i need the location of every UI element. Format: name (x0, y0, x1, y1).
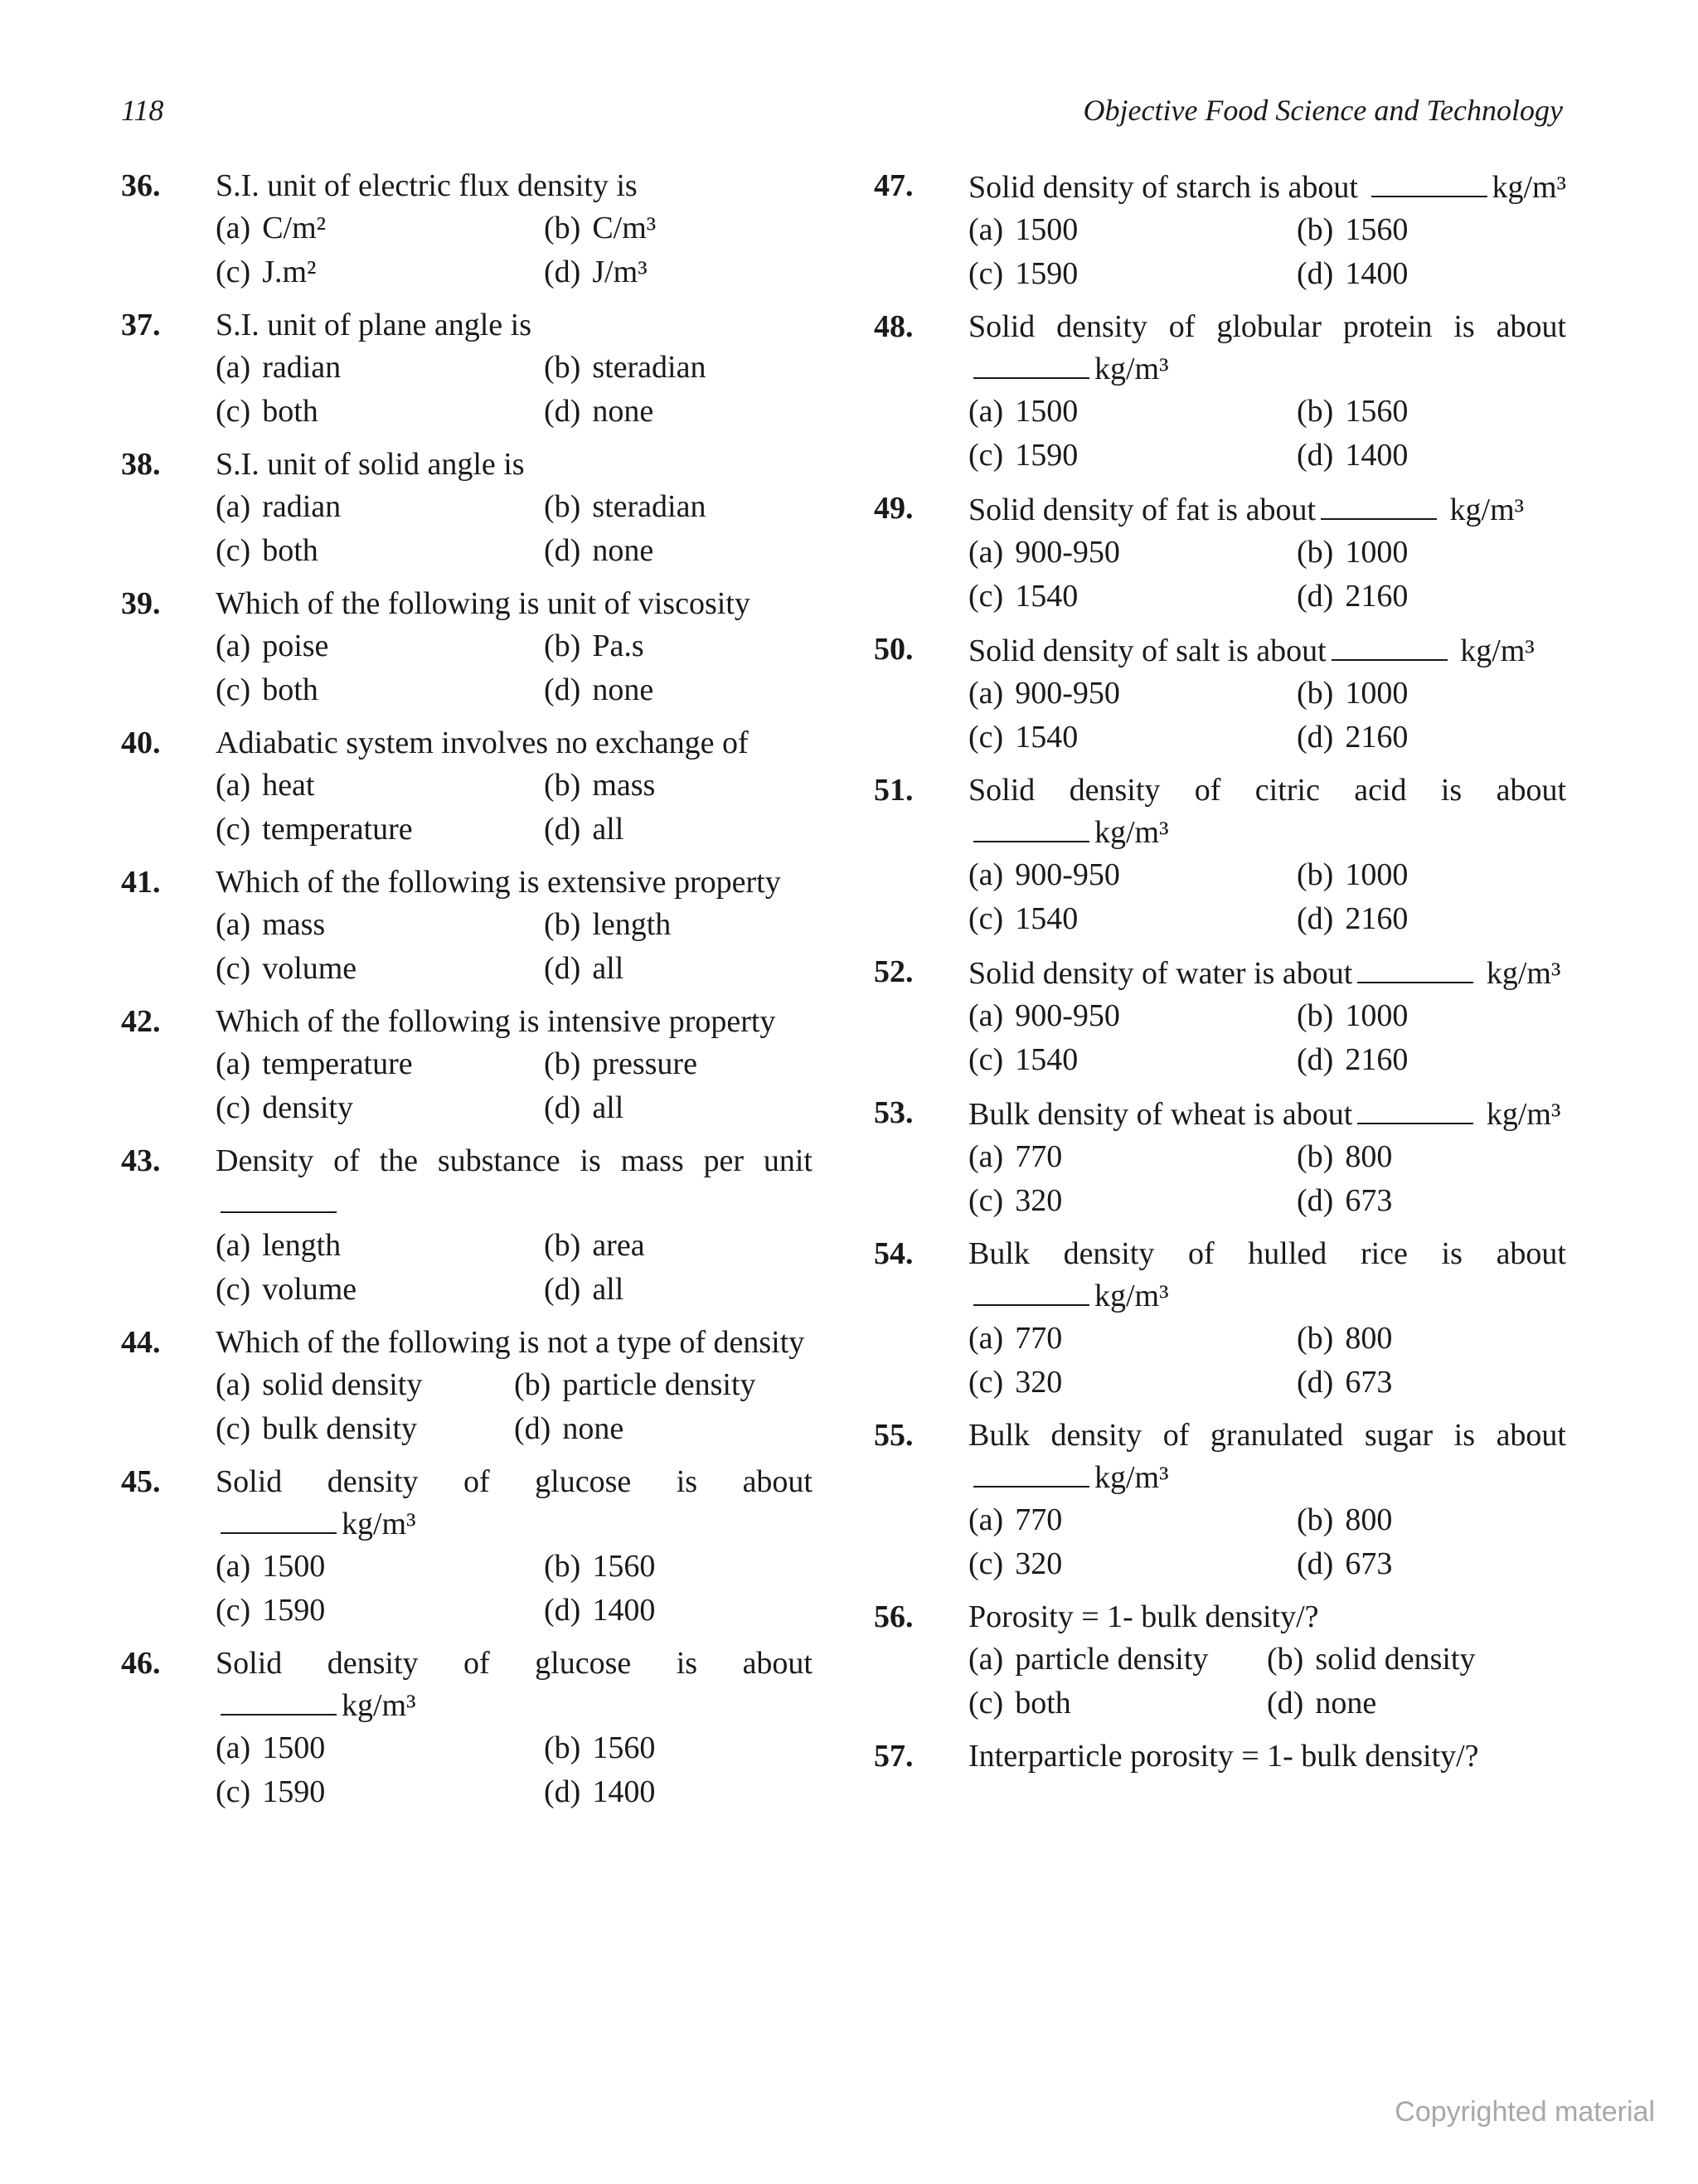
question-number: 41. (121, 865, 161, 900)
option-d[interactable]: (d) all (544, 951, 624, 986)
option-a[interactable]: (a) poise (216, 629, 329, 663)
answer-blank (973, 1456, 1089, 1488)
question-text: Bulk density of hulled rice is about kg/m³ (968, 1236, 1566, 1313)
options (968, 1317, 1566, 1405)
question-text: Solid density of water is about kg/m³ (968, 952, 1566, 994)
option-b[interactable]: (b) C/m³ (544, 211, 657, 245)
option-d[interactable]: (d) 1400 (1297, 256, 1409, 291)
option-d[interactable]: (d) none (1267, 1686, 1377, 1721)
question-45 (121, 1462, 813, 1633)
question-text: Which of the following is unit of viscosity (216, 586, 750, 621)
options (216, 764, 813, 852)
option-c[interactable]: (c) temperature (216, 812, 413, 847)
option-a[interactable]: (a) 770 (968, 1321, 1063, 1356)
question-53 (874, 1093, 1566, 1223)
question-text: Adiabatic system involves no exchange of (216, 726, 749, 760)
question-text: Which of the following is not a type of density (216, 1325, 805, 1360)
question-text: Bulk density of wheat is about kg/m³ (968, 1093, 1566, 1135)
answer-blank (973, 1274, 1089, 1306)
option-d[interactable]: (d) 673 (1297, 1365, 1393, 1400)
options (216, 1224, 813, 1312)
question-number: 55. (874, 1418, 914, 1453)
option-d[interactable]: (d) 1400 (1297, 438, 1409, 473)
option-c[interactable]: (c) 1590 (968, 438, 1079, 473)
option-c[interactable]: (c) 320 (968, 1365, 1063, 1400)
options (968, 531, 1566, 619)
question-49 (874, 488, 1566, 619)
question-number: 47. (874, 168, 914, 203)
option-c[interactable]: (c) both (216, 672, 318, 707)
question-text: Solid density of glucose is about kg/m³ (216, 1464, 813, 1541)
question-number: 49. (874, 491, 914, 526)
option-a[interactable]: (a) radian (216, 489, 342, 524)
question-43 (121, 1141, 813, 1312)
option-a[interactable]: (a) radian (216, 350, 342, 385)
question-46 (121, 1643, 813, 1814)
option-d[interactable]: (d) 2160 (1297, 720, 1409, 755)
option-b[interactable]: (b) 1560 (544, 1730, 656, 1765)
option-d[interactable]: (d) none (544, 394, 654, 429)
option-d[interactable]: (d) all (544, 812, 624, 847)
question-number: 57. (874, 1739, 914, 1774)
answer-blank (1321, 488, 1437, 520)
option-b[interactable]: (b) steradian (544, 489, 706, 524)
question-number: 53. (874, 1095, 914, 1130)
option-a[interactable]: (a) solid density (216, 1367, 423, 1402)
question-number: 54. (874, 1236, 914, 1271)
option-c[interactable]: (c) both (968, 1686, 1071, 1721)
answer-blank (1357, 1093, 1473, 1124)
page-number: 118 (121, 94, 164, 127)
options (216, 903, 813, 991)
option-c[interactable]: (c) J.m² (216, 255, 317, 289)
option-a[interactable]: (a) 1500 (968, 394, 1079, 429)
question-text: Which of the following is intensive property (216, 1004, 776, 1039)
question-54 (874, 1234, 1566, 1405)
options (216, 1545, 813, 1633)
question-text: S.I. unit of electric flux density is (216, 168, 638, 203)
answer-blank (221, 1502, 337, 1534)
options (216, 485, 813, 573)
option-d[interactable]: (d) 673 (1297, 1546, 1393, 1581)
question-number: 50. (874, 632, 914, 667)
option-a[interactable]: (a) C/m² (216, 211, 327, 245)
option-c[interactable]: (c) density (216, 1090, 353, 1125)
question-text: Interparticle porosity = 1- bulk density/? (968, 1739, 1479, 1774)
option-d[interactable]: (d) 2160 (1297, 901, 1409, 936)
question-number: 43. (121, 1143, 161, 1178)
options (216, 1042, 813, 1130)
question-number: 52. (874, 954, 914, 989)
left-column (121, 166, 813, 1825)
option-c[interactable]: (c) 1590 (216, 1593, 326, 1628)
question-text: Solid density of fat is about kg/m³ (968, 488, 1566, 531)
question-39 (121, 584, 813, 712)
option-c[interactable]: (c) 1540 (968, 901, 1079, 936)
options (216, 624, 813, 712)
question-text: Solid density of starch is about kg/m³ (968, 166, 1566, 208)
option-d[interactable]: (d) 673 (1297, 1183, 1393, 1218)
options (968, 208, 1566, 296)
options (968, 672, 1566, 760)
question-56 (874, 1597, 1566, 1725)
option-c[interactable]: (c) 320 (968, 1183, 1063, 1218)
question-number: 45. (121, 1464, 161, 1499)
option-c[interactable]: (c) volume (216, 951, 357, 986)
running-head-title: Objective Food Science and Technology (1083, 94, 1563, 127)
question-51 (874, 770, 1566, 941)
option-a[interactable]: (a) heat (216, 768, 315, 803)
question-42 (121, 1002, 813, 1130)
question-47 (874, 166, 1566, 296)
option-c[interactable]: (c) both (216, 533, 318, 568)
options (968, 994, 1566, 1082)
question-text: Porosity = 1- bulk density/? (968, 1599, 1319, 1634)
option-b[interactable]: (b) 1000 (1297, 998, 1409, 1033)
options (968, 390, 1566, 478)
question-text: Which of the following is extensive property (216, 865, 781, 900)
option-a[interactable]: (a) 1500 (216, 1549, 326, 1584)
option-d[interactable]: (d) 1400 (544, 1774, 656, 1809)
question-37 (121, 305, 813, 434)
question-number: 56. (874, 1599, 914, 1634)
answer-blank (973, 811, 1089, 842)
options (216, 206, 813, 294)
option-a[interactable]: (a) 770 (968, 1139, 1063, 1174)
question-36 (121, 166, 813, 294)
answer-blank (973, 347, 1089, 379)
option-b[interactable]: (b) 1000 (1297, 676, 1409, 711)
options (968, 853, 1566, 941)
question-text: S.I. unit of solid angle is (216, 447, 525, 482)
option-b[interactable]: (b) 800 (1297, 1139, 1393, 1174)
options (216, 1726, 813, 1814)
option-a[interactable]: (a) 900-950 (968, 857, 1120, 892)
copyright-watermark: Copyrighted material (1395, 2096, 1655, 2128)
option-b[interactable]: (b) 800 (1297, 1321, 1393, 1356)
option-d[interactable]: (d) all (544, 1272, 624, 1307)
question-text: Density of the substance is mass per unit (216, 1141, 813, 1224)
question-number: 37. (121, 308, 161, 342)
question-text: S.I. unit of plane angle is (216, 308, 531, 342)
answer-blank (1371, 166, 1487, 197)
option-b[interactable]: (b) particle density (514, 1367, 756, 1402)
option-c[interactable]: (c) 1540 (968, 1042, 1079, 1077)
question-38 (121, 444, 813, 573)
options (968, 1498, 1566, 1586)
option-d[interactable]: (d) none (544, 672, 654, 707)
option-b[interactable]: (b) 1560 (1297, 394, 1409, 429)
option-d[interactable]: (d) none (544, 533, 654, 568)
question-number: 39. (121, 586, 161, 621)
option-b[interactable]: (b) area (544, 1228, 645, 1263)
question-text: Solid density of citric acid is about kg/m³ (968, 773, 1566, 850)
question-text: Bulk density of granulated sugar is about kg/m³ (968, 1418, 1566, 1495)
option-b[interactable]: (b) 1000 (1297, 535, 1409, 570)
option-a[interactable]: (a) 1500 (216, 1730, 326, 1765)
option-d[interactable]: (d) 2160 (1297, 579, 1409, 614)
option-d[interactable]: (d) 2160 (1297, 1042, 1409, 1077)
option-a[interactable]: (a) length (216, 1228, 342, 1263)
option-a[interactable]: (a) 770 (968, 1502, 1063, 1537)
option-c[interactable]: (c) 1540 (968, 579, 1079, 614)
option-a[interactable]: (a) 900-950 (968, 535, 1120, 570)
question-text: Solid density of salt is about kg/m³ (968, 629, 1566, 672)
option-c[interactable]: (c) both (216, 394, 318, 429)
option-d[interactable]: (d) all (544, 1090, 624, 1125)
option-a[interactable]: (a) 900-950 (968, 676, 1120, 711)
question-40 (121, 723, 813, 852)
option-d[interactable]: (d) none (514, 1411, 624, 1446)
option-a[interactable]: (a) 900-950 (968, 998, 1120, 1033)
question-number: 51. (874, 773, 914, 808)
answer-blank (1357, 952, 1473, 983)
option-b[interactable]: (b) 1000 (1297, 857, 1409, 892)
option-b[interactable]: (b) 1560 (544, 1549, 656, 1584)
answer-blank (221, 1182, 337, 1213)
option-c[interactable]: (c) volume (216, 1272, 357, 1307)
question-text: Solid density of globular protein is about kg/m³ (968, 309, 1566, 386)
option-b[interactable]: (b) length (544, 907, 672, 942)
option-b[interactable]: (b) solid density (1267, 1642, 1476, 1677)
option-b[interactable]: (b) pressure (544, 1046, 697, 1081)
option-c[interactable]: (c) bulk density (216, 1411, 418, 1446)
answer-blank (221, 1684, 337, 1716)
option-b[interactable]: (b) 800 (1297, 1502, 1393, 1537)
option-b[interactable]: (b) steradian (544, 350, 706, 385)
question-number: 46. (121, 1646, 161, 1681)
question-number: 48. (874, 309, 914, 344)
options (216, 346, 813, 434)
option-b[interactable]: (b) 1560 (1297, 212, 1409, 247)
option-c[interactable]: (c) 320 (968, 1546, 1063, 1581)
question-41 (121, 862, 813, 991)
option-a[interactable]: (a) mass (216, 907, 326, 942)
option-a[interactable]: (a) temperature (216, 1046, 413, 1081)
question-50 (874, 629, 1566, 760)
options (968, 1135, 1566, 1223)
question-text: Solid density of glucose is about kg/m³ (216, 1646, 813, 1723)
option-a[interactable]: (a) particle density (968, 1642, 1209, 1677)
option-c[interactable]: (c) 1540 (968, 720, 1079, 755)
question-48 (874, 307, 1566, 478)
option-a[interactable]: (a) 1500 (968, 212, 1079, 247)
option-d[interactable]: (d) J/m³ (544, 255, 648, 289)
question-number: 42. (121, 1004, 161, 1039)
option-b[interactable]: (b) Pa.s (544, 629, 644, 663)
question-number: 38. (121, 447, 161, 482)
question-number: 40. (121, 726, 161, 760)
question-number: 44. (121, 1325, 161, 1360)
option-c[interactable]: (c) 1590 (216, 1774, 326, 1809)
option-b[interactable]: (b) mass (544, 768, 656, 803)
question-44 (121, 1323, 813, 1451)
question-52 (874, 952, 1566, 1082)
question-number: 36. (121, 168, 161, 203)
option-c[interactable]: (c) 1590 (968, 256, 1079, 291)
question-57 (874, 1736, 1566, 1777)
option-d[interactable]: (d) 1400 (544, 1593, 656, 1628)
right-column (874, 166, 1566, 1788)
question-55 (874, 1415, 1566, 1586)
options (968, 1638, 1566, 1725)
answer-blank (1332, 629, 1448, 661)
options (216, 1363, 813, 1451)
